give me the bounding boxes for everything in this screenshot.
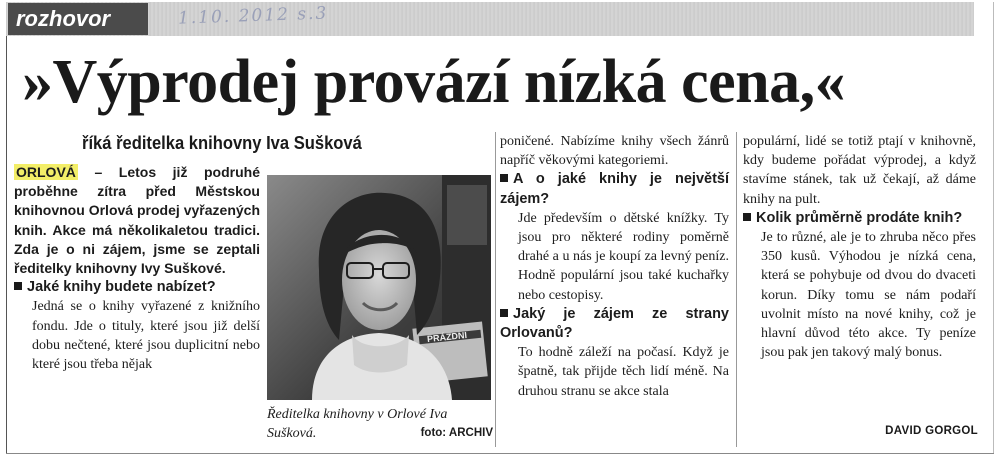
portrait-illustration bbox=[267, 175, 491, 400]
column-divider bbox=[736, 132, 737, 447]
answer-4: Je to různé, ale je to zhruba něco přes 350 kusů. Výhodou je nízká cena, která se pohybuje od dvou do dvaceti korun. Díky tomu se nám podaří uvolnit místo na nové knihy, což je hlavní důvod této akce. Ty peníze jsou pak jen takový malý bonus. bbox=[761, 230, 976, 361]
question-2 bbox=[500, 170, 729, 208]
lead-text: – Letos již podruhé proběhne zítra před Městskou knihovnou Orlová prodej vyřazených knih. Akce má několikaletou tradici. Zda je o ni zájem, jsme se zeptali ředitelky knihovny Ivy Suškové. bbox=[14, 164, 260, 277]
answer-3: To hodně záleží na počasí. Když je špatně, tak přijde těch lidí méně. Na druhou stranu se akce stala bbox=[518, 345, 729, 399]
question-2-text: A o jaké knihy je největší zájem? bbox=[500, 171, 729, 207]
question-4-text: Kolik průměrně prodáte knih? bbox=[756, 209, 963, 226]
frame-bottom-rule bbox=[6, 453, 994, 454]
handwritten-note: 1.10. 2012 s.3 bbox=[177, 3, 329, 29]
question-1-text: Jaké knihy budete nabízet? bbox=[27, 279, 216, 296]
headline: »Výprodej provází nízká cena,« bbox=[22, 48, 846, 116]
answer-3-continued: populární, lidé se totiž ptají v knihovně, kdy budeme pořádat výprodej, a když stavíme stánek, tak už čekají, až dáme knihy na pult. bbox=[743, 134, 976, 207]
column-divider bbox=[495, 132, 496, 447]
question-3 bbox=[500, 305, 729, 343]
square-bullet-icon bbox=[500, 309, 508, 317]
author-byline: DAVID GORGOL bbox=[885, 425, 978, 437]
answer-1-continued: poničené. Nabízíme knihy všech žánrů napříč věkovými kategoriemi. bbox=[500, 134, 729, 169]
subheadline: říká ředitelka knihovny Iva Sušková bbox=[82, 133, 362, 153]
photo-credit: foto: ARCHIV bbox=[420, 427, 493, 439]
frame-right-rule bbox=[993, 2, 994, 454]
frame-left-rule bbox=[6, 2, 7, 454]
column-4 bbox=[743, 132, 976, 362]
column-3 bbox=[500, 132, 729, 401]
column-1 bbox=[14, 163, 260, 374]
photo-caption-text: Ředitelka knihovny v Orlové Iva Sušková. bbox=[267, 407, 448, 441]
header-band bbox=[6, 2, 974, 36]
dateline: ORLOVÁ bbox=[16, 164, 76, 180]
answer-2: Jde především o dětské knížky. Ty jsou pro některé rodiny poměrně drahé a u nás je koupí za levný peníz. Hodně populární jsou také kuchařky nebo cestopisy. bbox=[518, 210, 729, 303]
question-3-text: Jaký je zájem ze strany Orlovanů? bbox=[500, 305, 729, 342]
square-bullet-icon bbox=[14, 282, 22, 290]
photo-caption bbox=[267, 405, 493, 443]
portrait-photo bbox=[267, 175, 491, 400]
question-4 bbox=[743, 209, 976, 228]
answer-1: Jedná se o knihy vyřazené z knižního fondu. Jde o tituly, které jsou již delší dobu nečtené, které jsou duplicitní nebo které jsou třeba nějak bbox=[32, 299, 260, 373]
lead-paragraph bbox=[14, 163, 260, 278]
square-bullet-icon bbox=[743, 213, 751, 221]
question-1 bbox=[14, 278, 260, 297]
section-label: rozhovor bbox=[8, 3, 148, 35]
square-bullet-icon bbox=[500, 174, 508, 182]
book-spine-text: PRÁZDNI bbox=[426, 329, 468, 345]
